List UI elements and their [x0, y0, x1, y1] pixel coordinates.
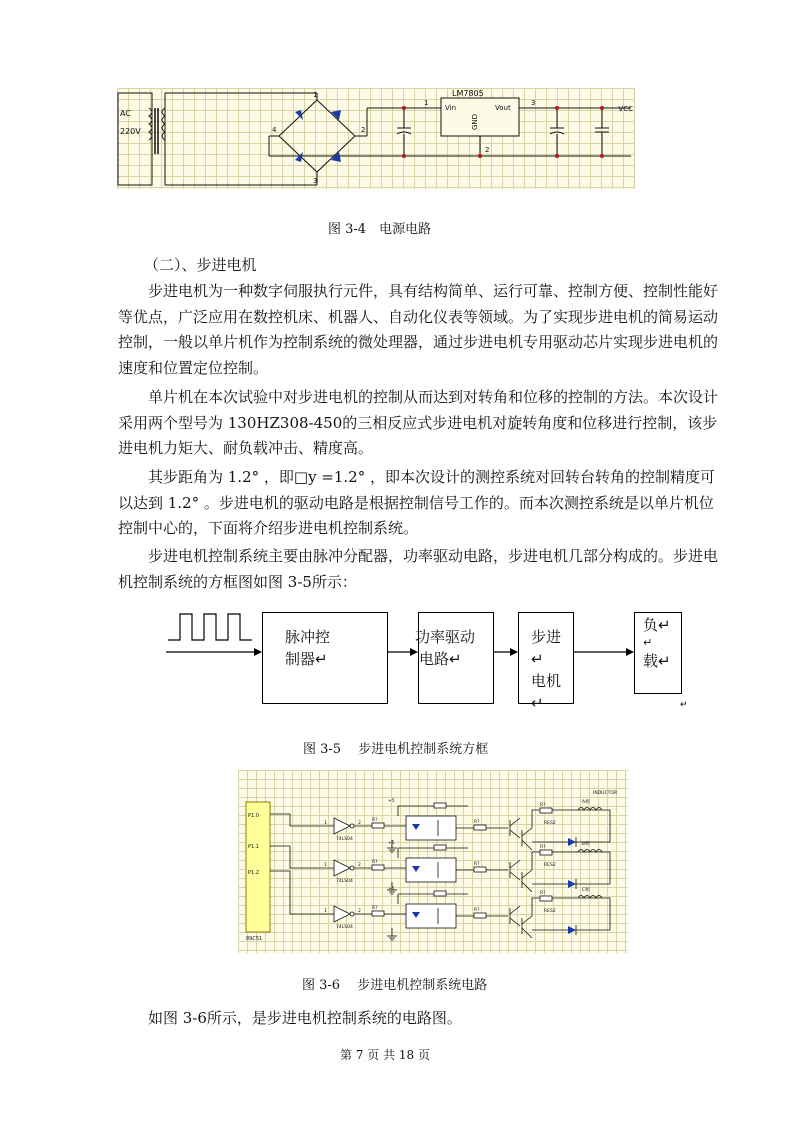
- buffer-bubble: [350, 912, 354, 916]
- flyback-diode: [568, 838, 576, 846]
- page-footer: 第 7 页 共 18 页: [340, 1048, 430, 1062]
- section-heading: （二）、步进电机: [144, 256, 257, 274]
- arrow-head: [626, 648, 634, 656]
- mcu-name-label: 89C51: [246, 936, 263, 942]
- ac-input-box: [118, 93, 152, 185]
- transistor: [522, 840, 532, 850]
- flyback-diode: [568, 926, 576, 934]
- block-label: 脉冲控: [285, 628, 331, 646]
- figure-3-5-caption: 图 3-5 步进电机控制系统方框: [303, 742, 489, 757]
- paragraph-5-block: [118, 1006, 720, 1032]
- figure-3-4-caption: 图 3-4 电源电路: [328, 222, 432, 237]
- gate-pin-label: 1: [324, 821, 327, 826]
- arrow-head: [254, 648, 262, 656]
- pin-label: 2: [361, 126, 366, 134]
- transistor: [510, 818, 520, 826]
- coil-wire: [532, 810, 610, 842]
- optocoupler: [406, 904, 456, 928]
- gate-pin-label: 2: [358, 909, 361, 914]
- gate-pin-label: 1: [324, 863, 327, 868]
- pin-label: 3: [313, 177, 318, 185]
- resistor-label: R?: [474, 820, 480, 825]
- resistor: [540, 896, 552, 901]
- arrow-head: [410, 648, 418, 656]
- block-label: 电路↵: [419, 650, 462, 668]
- pulse-controller-block: [262, 612, 388, 704]
- inductor-label: INDUCTOR: [593, 791, 618, 796]
- block-label: 载↵: [643, 652, 671, 670]
- paragraph: 单片机在本次试验中对步进电机的控制从而达到对转角和位移的控制的方法。本次设计采用两个型号为 130HZ308-450的三相反应式步进电机对旋转角度和位移进行控制，该步进电机力矩大、耐负载冲击、精度高。: [118, 388, 719, 457]
- vin-label: Vin: [445, 104, 457, 112]
- resistor-label: RES2: [544, 863, 556, 868]
- block-label: 电机↵: [531, 672, 562, 712]
- mcu-pin-label: P1.1: [248, 844, 259, 850]
- block-diagram-figure: [160, 606, 690, 716]
- resistor-label: R?: [540, 891, 546, 896]
- transistor: [522, 882, 532, 892]
- bridge-rectifier: [279, 100, 355, 172]
- load-block: [634, 612, 682, 694]
- resistor-label: R?: [474, 908, 480, 913]
- mcu-pin-label: P1.0: [248, 813, 259, 819]
- resistor: [474, 867, 486, 872]
- buffer-label: 74LS04: [336, 837, 353, 842]
- resistor-label: RES2: [544, 821, 556, 826]
- transistor: [522, 870, 532, 878]
- transistor: [510, 906, 520, 914]
- stepper-circuit-diagram: [238, 770, 628, 953]
- transistor: [510, 872, 520, 880]
- paragraph: 如图 3-6所示，是步进电机控制系统的电路图。: [148, 1009, 462, 1027]
- transistor: [522, 828, 532, 836]
- pin-label: 2: [485, 146, 490, 154]
- optocoupler: [406, 858, 456, 882]
- buffer-gate: [334, 860, 350, 876]
- mcu-pin-label: P1.2: [248, 870, 259, 876]
- buffer-label: 74LS04: [336, 925, 353, 930]
- voltage-label: 220V: [120, 127, 141, 136]
- regulator-label: LM7805: [452, 89, 484, 98]
- coil-wire: [532, 852, 610, 884]
- stepper-motor-block: [518, 612, 574, 712]
- block-label: 制器↵: [285, 650, 328, 668]
- resistor: [372, 823, 384, 828]
- gnd-label: GND: [471, 113, 479, 130]
- resistor-label: R?: [372, 906, 378, 911]
- pin-label: 1: [424, 99, 429, 107]
- buffer-gate: [334, 906, 350, 922]
- block-label: 负↵: [643, 616, 671, 634]
- paragraph: 步进电机控制系统主要由脉冲分配器，功率驱动电路，步进电机几部分构成的。步进电机控制系统的方框图如图 3-5所示：: [118, 547, 719, 591]
- supply-label: +5: [388, 799, 395, 804]
- arrow-head: [510, 648, 518, 656]
- transistor: [522, 928, 532, 938]
- resistor: [434, 891, 446, 896]
- paragraph-mark: ↵: [680, 700, 688, 710]
- block-label: 功率驱动: [415, 628, 476, 646]
- signal-wire: [270, 871, 334, 914]
- coil-label: B相: [582, 842, 590, 847]
- resistor-label: RES2: [544, 909, 556, 914]
- mcu-chip: [246, 802, 270, 932]
- coil-label: C相: [582, 888, 590, 893]
- paragraph-1-block: [118, 279, 720, 381]
- transistor: [510, 830, 520, 838]
- ac-label: AC: [120, 109, 131, 118]
- power-circuit-figure: [117, 88, 635, 189]
- optocoupler: [406, 816, 456, 840]
- resistor: [474, 825, 486, 830]
- vcc-label: VCC: [618, 105, 633, 113]
- paragraph-3-block: [118, 465, 720, 542]
- resistor: [540, 850, 552, 855]
- buffer-label: 74LS04: [336, 879, 353, 884]
- resistor: [372, 911, 384, 916]
- resistor-label: R?: [372, 860, 378, 865]
- resistor-label: R?: [540, 803, 546, 808]
- pin-label: 1: [313, 91, 318, 99]
- pin-label: 3: [531, 99, 536, 107]
- transistor: [510, 918, 520, 926]
- resistor: [372, 865, 384, 870]
- paragraph-2-block: [118, 385, 720, 462]
- resistor-label: R?: [372, 818, 378, 823]
- resistor: [474, 913, 486, 918]
- paragraph: 步进电机为一种数字伺服执行元件，具有结构简单、运行可靠、控制方便、控制性能好等优点，广泛应用在数控机床、机器人、自动化仪表等领域。为了实现步进电机的简易运动控制，一般以单片机作为控制系统的微处理器，通过步进电机专用驱动芯片实现步进电机的速度和位置定位控制。: [118, 282, 719, 377]
- transistor: [510, 860, 520, 868]
- power-driver-block: [415, 612, 494, 704]
- flyback-diode: [568, 880, 576, 888]
- resistor: [434, 803, 446, 808]
- resistor-label: R?: [474, 862, 480, 867]
- coil-label: A相: [582, 800, 590, 805]
- coil-wire: [532, 898, 610, 930]
- gate-pin-label: 1: [324, 909, 327, 914]
- buffer-bubble: [350, 866, 354, 870]
- transistor: [522, 916, 532, 924]
- resistor: [540, 808, 552, 813]
- supply-label: +5: [388, 841, 395, 846]
- vout-label: Vout: [495, 104, 511, 112]
- power-circuit-diagram: [117, 88, 635, 189]
- pin-label: 4: [272, 126, 277, 134]
- gate-pin-label: 2: [358, 863, 361, 868]
- supply-label: +5: [388, 887, 395, 892]
- resistor: [434, 845, 446, 850]
- buffer-gate: [334, 818, 350, 834]
- pulse-train: [168, 614, 252, 640]
- resistor-label: R?: [540, 845, 546, 850]
- block-label: 步进↵: [531, 628, 562, 668]
- gate-pin-label: 2: [358, 821, 361, 826]
- stepper-circuit-figure: [238, 770, 628, 953]
- buffer-bubble: [350, 824, 354, 828]
- block-label: ↵: [643, 636, 653, 649]
- paragraph-4-block: [118, 544, 720, 595]
- paragraph: 其步距角为 1.2° ，即□y =1.2° ，即本次设计的测控系统对回转台转角的控制精度可以达到 1.2° 。步进电机的驱动电路是根据控制信号工作的。而本次测控系统是以单片机位控制中心的，下面将介绍步进电机控制系统。: [118, 468, 716, 537]
- figure-3-6-caption: 图 3-6 步进电机控制系统电路: [302, 978, 488, 993]
